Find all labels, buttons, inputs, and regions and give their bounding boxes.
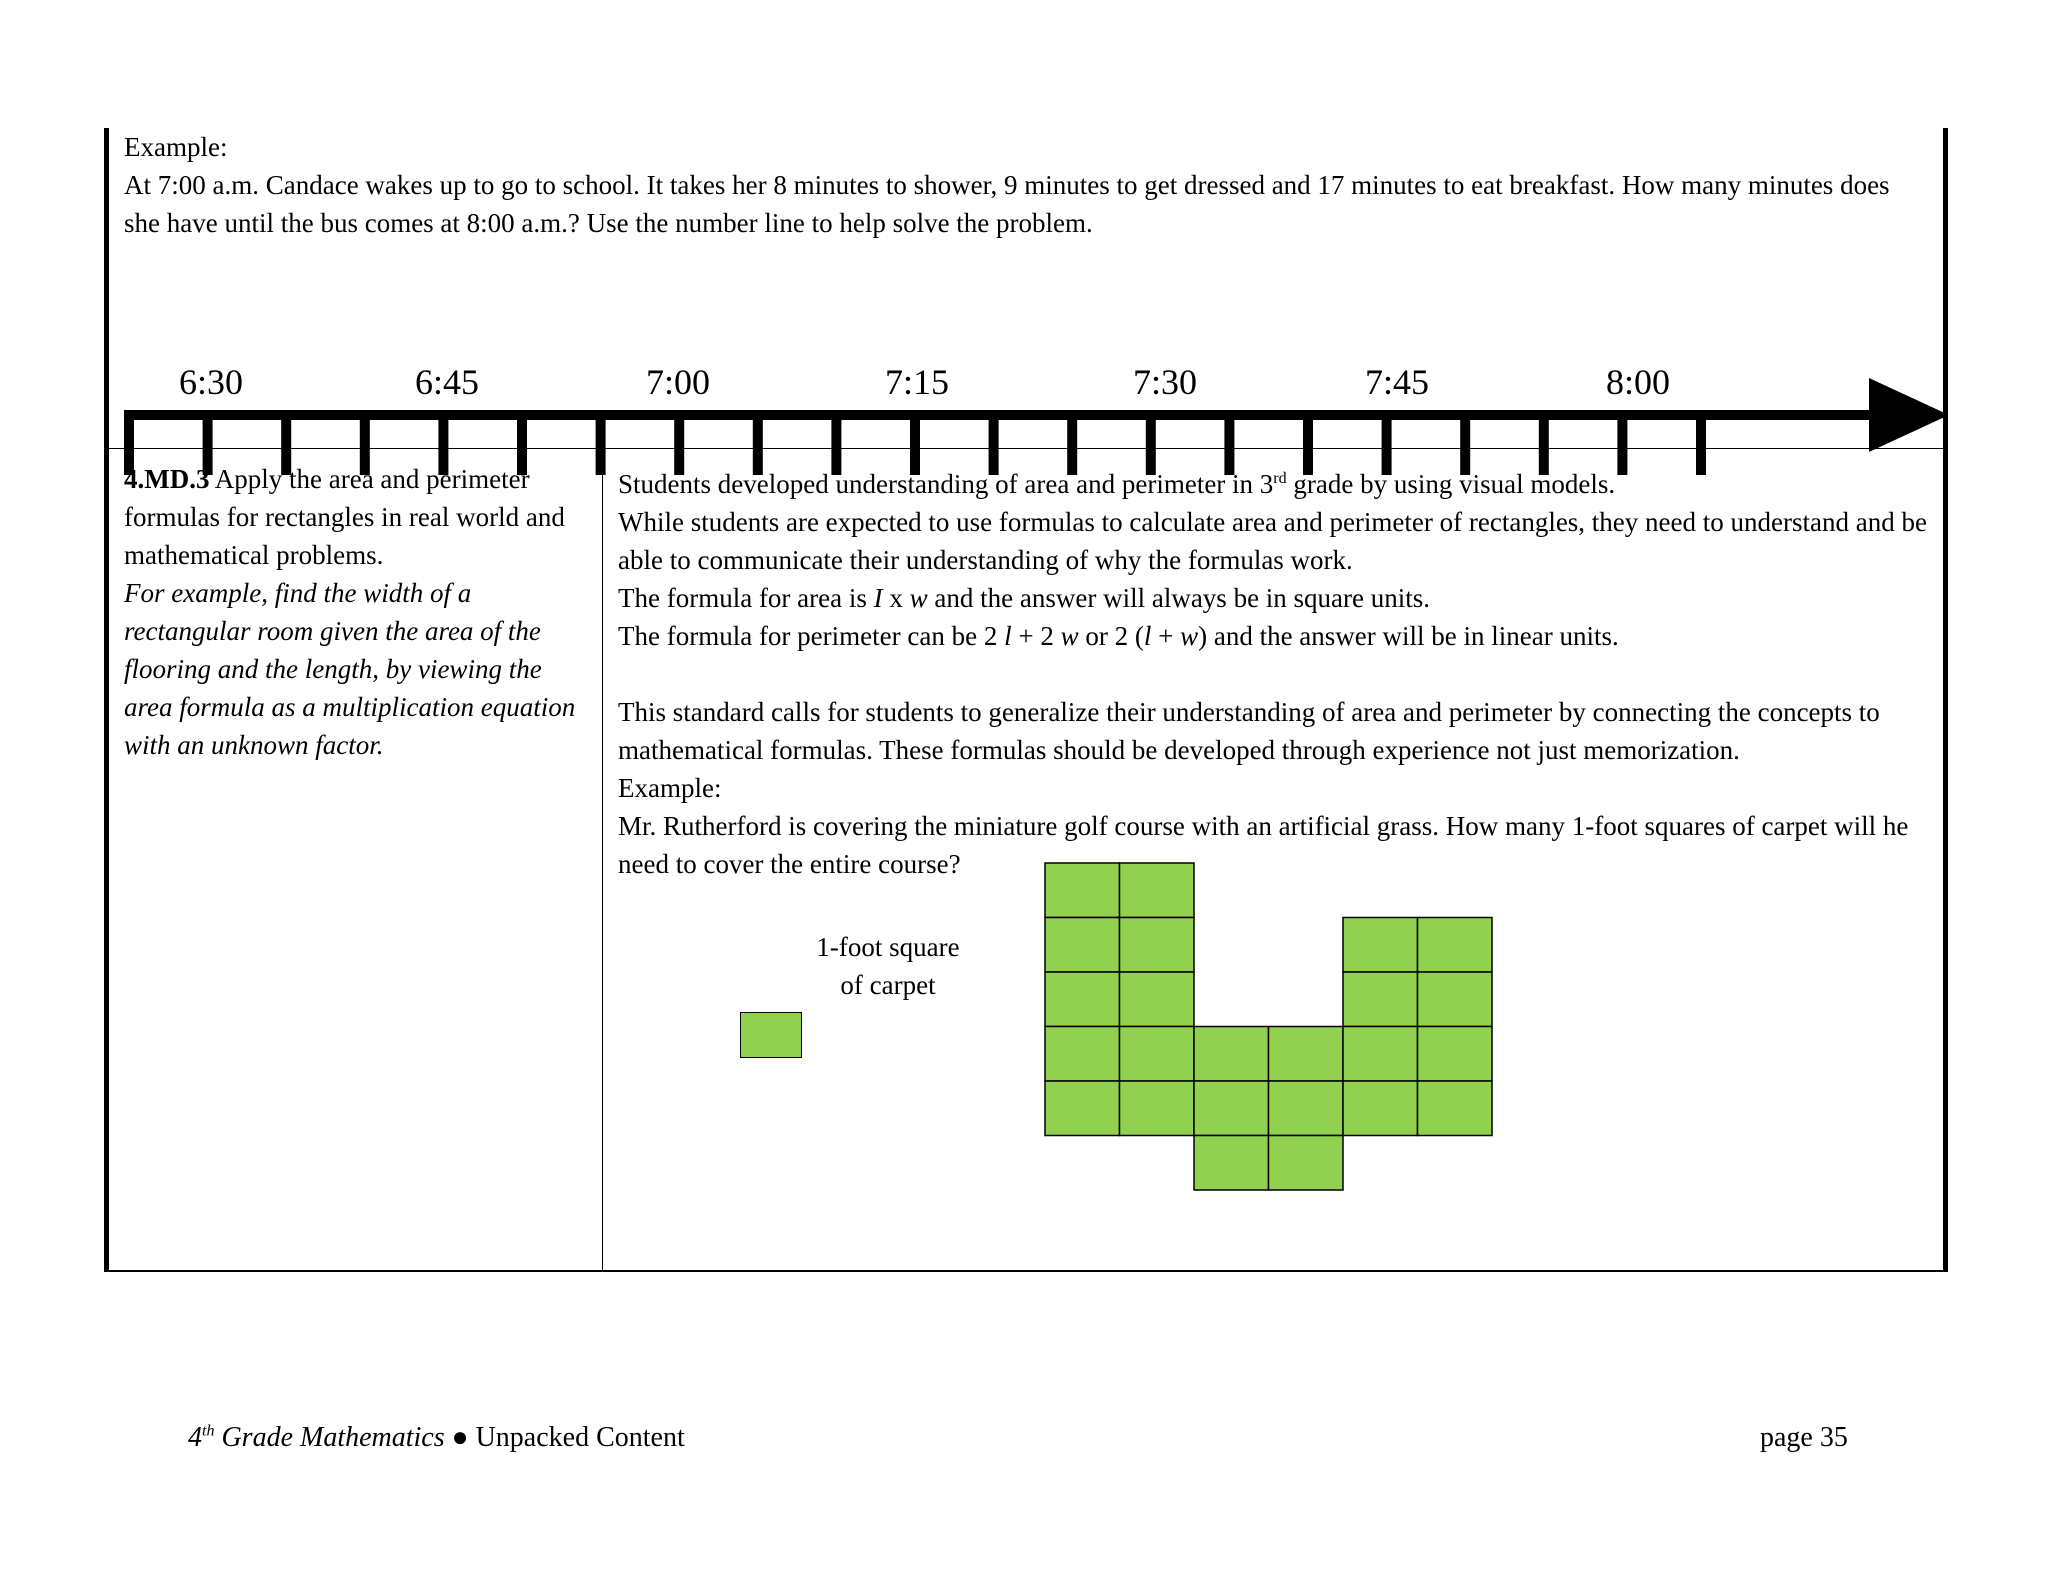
grid-square [1120, 918, 1195, 973]
text-run: grade by using visual models. [1286, 469, 1616, 499]
example-text-block [124, 128, 1924, 242]
paragraph-gap [618, 655, 1938, 693]
time-label: 7:00 [646, 362, 711, 402]
grid-square [1343, 972, 1418, 1027]
grid-square [1194, 1136, 1269, 1191]
grid-square [1343, 1027, 1418, 1082]
variable: I [873, 583, 883, 613]
bullet: ● [444, 1422, 476, 1453]
text-run: 4 [188, 1422, 202, 1453]
time-example-cell [109, 128, 1943, 449]
grid-square [1045, 972, 1120, 1027]
variable: w [909, 583, 928, 613]
label-line: 1-foot square [816, 932, 960, 962]
footer-title [188, 1422, 685, 1454]
carpet-square-label [753, 928, 1023, 1004]
page-number: page 35 [1760, 1422, 1848, 1453]
grid-square [1045, 1027, 1120, 1082]
example-heading: Example: [124, 132, 228, 162]
grid-square [1418, 1081, 1493, 1136]
text-run: Unpacked Content [475, 1422, 685, 1453]
standard-text [124, 460, 594, 764]
text-run: The formula for perimeter can be 2 [618, 621, 1005, 651]
standard-example: For example, find the width of a rectangular room given the area of the flooring and the length, by viewing the area formula as a multiplication equation with an unknown factor. [124, 578, 576, 760]
grid-square [1418, 918, 1493, 973]
example-heading: Example: [618, 773, 722, 803]
standard-code: 4.MD.3 [124, 464, 210, 494]
golf-course-grid [1044, 862, 1496, 1196]
time-label: 6:45 [415, 362, 480, 402]
grid-square [1269, 1136, 1344, 1191]
variable: w [1060, 621, 1079, 651]
text-run: or 2 ( [1078, 621, 1144, 651]
grid-square [1269, 1081, 1344, 1136]
explanation-paragraph: This standard calls for students to generalize their understanding of area and perimeter by connecting the concepts to mathematical formulas. These formulas should be developed through experience not just memorization. [618, 697, 1880, 765]
text-run: x [882, 583, 910, 613]
content-table [104, 128, 1948, 1272]
golf-course-problem: Mr. Rutherford is covering the miniature golf course with an artificial grass. How many 1-foot squares of carpet will he need to cover the entire course? [618, 811, 1909, 879]
grid-square [1194, 1027, 1269, 1082]
grid-square [1045, 918, 1120, 973]
text-run: Grade Mathematics [214, 1422, 445, 1453]
carpet-square-swatch [740, 1012, 802, 1058]
superscript: th [202, 1422, 215, 1440]
grid-square [1120, 1027, 1195, 1082]
standard-description: Apply the area and perimeter formulas for rectangles in real world and mathematical problems. [124, 464, 565, 570]
standard-cell [109, 448, 603, 1270]
time-label: 7:45 [1365, 362, 1430, 402]
grid-square [1045, 863, 1120, 918]
time-label: 8:00 [1606, 362, 1671, 402]
variable: w [1180, 621, 1199, 651]
explanation-paragraph: While students are expected to use formulas to calculate area and perimeter of rectangles, they need to understand and be able to communicate their understanding of why the formulas work. [618, 507, 1927, 575]
variable: l [1004, 621, 1012, 651]
label-line: of carpet [840, 970, 936, 1000]
superscript: rd [1273, 470, 1287, 487]
time-label: 6:30 [179, 362, 244, 402]
area-formula-line [618, 579, 1938, 617]
text-run: and the answer will always be in square units. [927, 583, 1431, 613]
grid-square [1343, 1081, 1418, 1136]
grid-square [1120, 1081, 1195, 1136]
variable: l [1143, 621, 1152, 651]
grid-square [1120, 972, 1195, 1027]
grid-square [1343, 918, 1418, 973]
text-run: + [1151, 621, 1181, 651]
grid-square [1194, 1081, 1269, 1136]
explanation-paragraph [618, 460, 1938, 503]
number-line-arrowhead [1869, 378, 1943, 452]
text-run: Students developed understanding of area and perimeter in 3 [618, 469, 1274, 499]
example-problem: At 7:00 a.m. Candace wakes up to go to school. It takes her 8 minutes to shower, 9 minutes to get dressed and 17 minutes to eat breakfast. How many minutes does she have until the bus comes at 8:00 a.m.? Use the number line to help solve the problem. [124, 170, 1890, 238]
text-run: + 2 [1011, 621, 1061, 651]
text-run: The formula for area is [618, 583, 874, 613]
time-label: 7:30 [1133, 362, 1198, 402]
perimeter-formula-line [618, 617, 1938, 655]
grid-square [1045, 1081, 1120, 1136]
time-label: 7:15 [885, 362, 950, 402]
grid-square [1418, 972, 1493, 1027]
grid-square [1418, 1027, 1493, 1082]
grid-square [1120, 863, 1195, 918]
text-run: ) and the answer will be in linear units. [1198, 621, 1619, 651]
grid-square [1269, 1027, 1344, 1082]
explanation-text [618, 460, 1938, 883]
